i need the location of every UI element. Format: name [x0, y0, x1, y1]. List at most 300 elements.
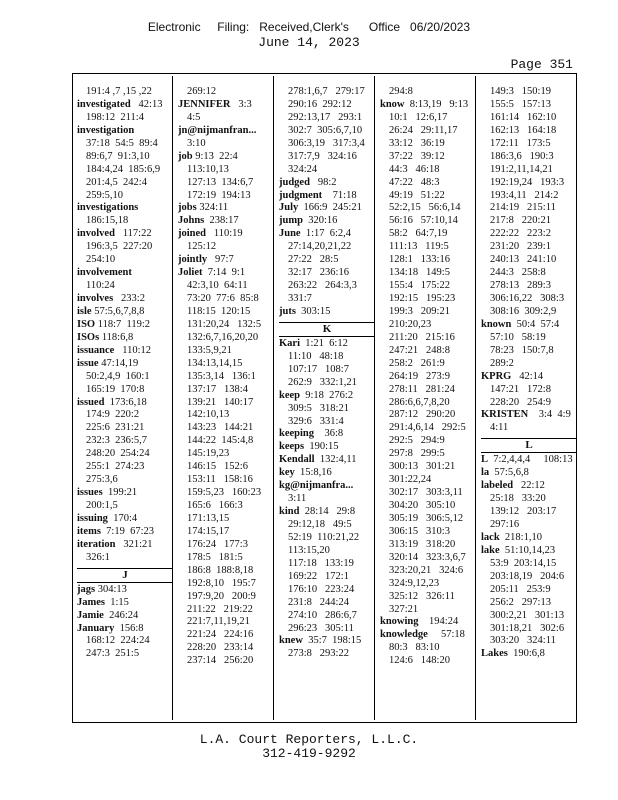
page-line-refs: 306:15 310:3: [389, 525, 450, 537]
page-line-refs: 200:1,5: [86, 500, 118, 511]
index-term: knew: [279, 635, 303, 647]
index-entry: [380, 616, 476, 629]
page-line-refs: 117:22: [114, 228, 152, 240]
page-line-refs: 155:4 175:22: [389, 280, 450, 292]
page-line-refs: 331:7: [288, 293, 312, 304]
index-entry: [279, 306, 375, 319]
index-continuation: [77, 435, 173, 448]
page-number: Page 351: [510, 57, 573, 72]
index-term: keeps: [279, 441, 305, 453]
page-line-refs: 306:3,19 317:3,4: [288, 137, 365, 149]
page-line-refs: 134:18 149:5: [389, 267, 450, 279]
index-term: issue: [77, 357, 99, 369]
index-continuation: [380, 422, 476, 435]
index-entry: [77, 306, 173, 319]
page-line-refs: 133:5,9,21: [187, 344, 232, 356]
page-line-refs: 259:5,10: [86, 189, 124, 201]
document-date: June 14, 2023: [258, 35, 360, 50]
page-line-refs: 186:15,18: [86, 215, 129, 227]
index-continuation: [178, 539, 274, 552]
page-line-refs: 58:2 64:7,19: [389, 228, 448, 240]
page-line-refs: 313:19 318:20: [389, 538, 456, 550]
index-term: lake: [481, 544, 500, 556]
index-entry: [77, 584, 173, 597]
index-continuation: [481, 635, 577, 648]
index-continuation: [481, 610, 577, 623]
index-continuation: [279, 519, 375, 532]
index-term: KRISTEN: [481, 409, 529, 421]
page-line-refs: 176:10 223:24: [288, 583, 355, 595]
page-line-refs: 225:6 231:21: [86, 422, 145, 434]
index-continuation: [481, 280, 577, 293]
index-entry: [77, 610, 173, 623]
page-line-refs: 80:3 83:10: [389, 642, 440, 654]
index-continuation: [178, 345, 274, 358]
page-line-refs: 50:4 57:4: [511, 318, 560, 330]
index-frame: [72, 73, 577, 723]
index-continuation: [380, 384, 476, 397]
index-continuation: [481, 332, 577, 345]
page-line-refs: 324:24: [288, 163, 318, 175]
page-line-refs: 52:19 110:21,22: [288, 531, 360, 543]
page-line-refs: 247:21 248:8: [389, 344, 450, 356]
page-line-refs: 124:6 148:20: [389, 655, 450, 667]
index-continuation: [178, 306, 274, 319]
page-line-refs: 292:13,17 293:1: [288, 111, 363, 123]
index-continuation: [279, 571, 375, 584]
page-line-refs: 263:22 264:3,3: [288, 280, 357, 292]
index-continuation: [380, 655, 476, 668]
index-continuation: [481, 125, 577, 138]
page-line-refs: 297:16: [490, 519, 520, 530]
page-line-refs: 211:20 215:16: [389, 331, 455, 343]
page-line-refs: 71:18: [322, 189, 357, 201]
index-continuation: [178, 474, 274, 487]
page-line-refs: 3:11: [288, 493, 307, 505]
index-entry: [279, 338, 375, 351]
page-line-refs: 269:12: [187, 86, 217, 97]
page-line-refs: 162:13 164:18: [490, 124, 557, 136]
index-entry: [77, 623, 173, 636]
index-term: jn@nijmanfran...: [178, 124, 257, 136]
index-term: knowledge: [380, 629, 428, 641]
page-line-refs: 302:7 305:6,7,10: [288, 124, 363, 136]
page-line-refs: 237:14 256:20: [187, 655, 254, 667]
letter-heading: L: [481, 438, 577, 453]
index-continuation: [178, 190, 274, 203]
index-term: Johns: [178, 215, 205, 227]
index-term: issuing: [77, 512, 108, 524]
page-line-refs: 165:6 166:3: [187, 500, 243, 511]
page-line-refs: 171:13,15: [187, 512, 230, 524]
index-entry: [178, 228, 274, 241]
index-continuation: [481, 493, 577, 506]
index-continuation: [279, 584, 375, 597]
index-term: judgment: [279, 189, 323, 201]
page-line-refs: 231:20 239:1: [490, 241, 551, 253]
index-continuation: [279, 403, 375, 416]
page-line-refs: 10:1 12:6,17: [389, 111, 448, 123]
index-continuation: [77, 474, 173, 487]
index-continuation: [380, 435, 476, 448]
index-entry: [178, 202, 274, 215]
page-line-refs: 132:4,11: [314, 454, 357, 466]
index-continuation: [380, 241, 476, 254]
index-entry: [481, 467, 577, 480]
index-continuation: [279, 623, 375, 636]
index-continuation: [279, 293, 375, 306]
page-line-refs: 113:10,13: [187, 163, 229, 175]
page-line-refs: 317:7,9 324:16: [288, 150, 357, 162]
index-continuation: [380, 177, 476, 190]
index-continuation: [380, 190, 476, 203]
index-continuation: [279, 558, 375, 571]
index-continuation: [481, 164, 577, 177]
page-line-refs: 28:14 29:8: [299, 506, 356, 518]
page-line-refs: 156:8: [114, 622, 144, 634]
page-line-refs: 306:16,22 308:3: [490, 293, 565, 304]
page-line-refs: 132:6,7,16,20,20: [187, 331, 259, 343]
index-term: judged: [279, 176, 310, 188]
page-line-refs: 320:16: [302, 215, 338, 227]
index-continuation: [380, 319, 476, 332]
index-entry: [178, 267, 274, 280]
index-continuation: [77, 151, 173, 164]
index-continuation: [380, 578, 476, 591]
index-entry: [77, 125, 173, 138]
index-continuation: [380, 215, 476, 228]
page-line-refs: 297:8 299:5: [389, 448, 445, 460]
page-line-refs: 57:18: [427, 629, 465, 641]
page-line-refs: 290:16 292:12: [288, 98, 352, 110]
footer: [0, 733, 618, 761]
page-line-refs: 325:12 326:11: [389, 590, 455, 602]
index-column-5: [481, 86, 577, 720]
index-continuation: [380, 112, 476, 125]
index-continuation: [380, 591, 476, 604]
index-continuation: [178, 319, 274, 332]
page-line-refs: 203:18,19 204:6: [490, 570, 565, 582]
page-line-refs: 42:13: [130, 98, 163, 110]
page-line-refs: 309:5 318:21: [288, 402, 349, 414]
page-line-refs: 117:18 133:19: [288, 557, 354, 569]
index-term: knowing: [380, 616, 419, 628]
index-entry: [178, 215, 274, 228]
page-line-refs: 178:5 181:5: [187, 551, 243, 563]
index-entry: [279, 177, 375, 190]
page-line-refs: 97:7: [207, 254, 234, 266]
page-line-refs: 238:17: [204, 215, 239, 227]
index-continuation: [279, 493, 375, 506]
index-continuation: [380, 500, 476, 513]
index-continuation: [380, 513, 476, 526]
index-continuation: [481, 397, 577, 410]
page-line-refs: 275:3,6: [86, 474, 118, 486]
reporter-phone: 312-419-9292: [262, 746, 356, 761]
page-line-refs: 98:2: [309, 176, 337, 188]
index-continuation: [178, 332, 274, 345]
page-line-refs: 289:2: [490, 357, 514, 369]
index-continuation: [481, 177, 577, 190]
index-term: involvement: [77, 267, 132, 279]
index-continuation: [178, 293, 274, 306]
index-continuation: [279, 610, 375, 623]
index-entry: [279, 635, 375, 648]
index-continuation: [279, 377, 375, 390]
index-continuation: [178, 371, 274, 384]
index-term: lack: [481, 531, 500, 543]
page-line-refs: 256:2 297:13: [490, 596, 551, 608]
index-term: James: [77, 596, 105, 608]
index-continuation: [481, 112, 577, 125]
index-term: jointly: [178, 254, 208, 266]
page-line-refs: 262:9 332:1,21: [288, 376, 357, 388]
page-line-refs: 128:1 133:16: [389, 254, 450, 266]
page-line-refs: 4:5: [187, 111, 201, 123]
index-continuation: [178, 591, 274, 604]
index-continuation: [481, 358, 577, 371]
page-line-refs: 184:4,24 185:6,9: [86, 163, 161, 175]
page-line-refs: 199:3 209:21: [389, 305, 450, 317]
letter-heading: K: [279, 322, 375, 337]
page-line-refs: 110:24: [86, 280, 115, 292]
page-line-refs: 155:5 157:13: [490, 98, 551, 110]
page-line-refs: 149:3 150:19: [490, 86, 551, 97]
page-line-refs: 143:23 144:21: [187, 422, 254, 434]
page-line-refs: 173:6,18: [104, 396, 147, 408]
index-term: items: [77, 525, 101, 537]
page-line-refs: 52:2,15 56:6,14: [389, 202, 461, 214]
index-entry: [77, 319, 173, 332]
page-line-refs: 47:22 48:3: [389, 176, 440, 188]
page-line-refs: 304:13: [95, 583, 127, 595]
letter-heading: J: [77, 568, 173, 583]
page-line-refs: 127:13 134:6,7: [187, 176, 254, 188]
index-continuation: [178, 435, 274, 448]
index-entry: [279, 480, 375, 493]
page-line-refs: 51:10,14,23: [499, 544, 556, 556]
page-line-refs: 172:11 173:5: [490, 137, 551, 149]
page-line-refs: 321:21: [115, 538, 153, 550]
page-line-refs: 89:6,7 91:3,10: [86, 150, 150, 162]
page-line-refs: 300:13 301:21: [389, 461, 456, 473]
index-continuation: [77, 448, 173, 461]
page-line-refs: 7:14 9:1: [202, 267, 246, 279]
page-line-refs: 50:2,4,9 160:1: [86, 370, 150, 382]
page-line-refs: 32:17 236:16: [288, 267, 349, 279]
page-line-refs: 233:2: [113, 293, 145, 304]
index-term: known: [481, 318, 512, 330]
index-continuation: [178, 552, 274, 565]
index-continuation: [380, 306, 476, 319]
page-line-refs: 301:18,21 302:6: [490, 622, 565, 634]
page-line-refs: 27:22 28:5: [288, 254, 339, 266]
page-line-refs: 144:22 145:4,8: [187, 435, 254, 447]
page-line-refs: 320:14 323:3,6,7: [389, 551, 466, 563]
index-continuation: [380, 461, 476, 474]
page-line-refs: 194:24: [418, 616, 459, 628]
page-line-refs: 118:15 120:15: [187, 305, 251, 317]
index-continuation: [77, 112, 173, 125]
reporter-company: L.A. Court Reporters, L.L.C.: [199, 732, 419, 747]
page-line-refs: 291:4,6,14 292:5: [389, 422, 466, 434]
index-term: KPRG: [481, 370, 512, 382]
page-line-refs: 196:3,5 227:20: [86, 241, 153, 253]
index-entry: [77, 487, 173, 500]
page-line-refs: 172:19 194:13: [187, 189, 251, 201]
index-term: Kari: [279, 337, 300, 349]
page-line-refs: 329:6 331:4: [288, 415, 344, 427]
page-line-refs: 27:14,20,21,22: [288, 241, 352, 253]
page-line-refs: 190:15: [304, 441, 339, 453]
page-line-refs: 186:3,6 190:3: [490, 150, 554, 162]
page-line-refs: 217:8 220:21: [490, 215, 551, 227]
index-entry: [77, 397, 173, 410]
page-line-refs: 49:19 51:22: [389, 189, 445, 201]
index-entry: [279, 190, 375, 203]
page-line-refs: 33:12 36:19: [389, 137, 445, 149]
index-term: issued: [77, 396, 105, 408]
page-line-refs: 286:6,6,7,8,20: [389, 396, 450, 408]
page-line-refs: 300:2,21 301:13: [490, 609, 565, 621]
index-continuation: [481, 519, 577, 532]
page-line-refs: 57:10 58:19: [490, 331, 546, 343]
index-term: involved: [77, 228, 115, 240]
page-line-refs: 11:10 48:18: [288, 350, 344, 362]
page-line-refs: 42:3,10 64:11: [187, 280, 248, 292]
index-continuation: [380, 371, 476, 384]
page-line-refs: 142:10,13: [187, 409, 230, 421]
page-line-refs: 37:22 39:12: [389, 150, 445, 162]
index-continuation: [77, 86, 173, 99]
page-line-refs: 26:24 29:11,17: [389, 124, 458, 136]
index-continuation: [77, 280, 173, 293]
index-continuation: [279, 99, 375, 112]
page-line-refs: 324:9,12,23: [389, 577, 440, 589]
page-line-refs: 118:7 119:2: [95, 318, 151, 330]
index-column-2: [178, 86, 274, 720]
index-continuation: [77, 500, 173, 513]
index-term: ISOs: [77, 331, 100, 343]
index-continuation: [380, 539, 476, 552]
index-continuation: [481, 138, 577, 151]
index-continuation: [77, 254, 173, 267]
index-continuation: [481, 99, 577, 112]
page-line-refs: 326:1: [86, 551, 110, 563]
index-continuation: [380, 358, 476, 371]
index-term: Jamie: [77, 609, 104, 621]
index-continuation: [380, 642, 476, 655]
index-continuation: [481, 86, 577, 99]
index-continuation: [279, 125, 375, 138]
page-line-refs: 197:9,20 200:9: [187, 590, 256, 602]
page-line-refs: 36:8: [314, 428, 344, 440]
page-line-refs: 169:22 172:1: [288, 570, 349, 582]
index-entry: [77, 202, 173, 215]
index-continuation: [279, 597, 375, 610]
index-continuation: [380, 164, 476, 177]
page-line-refs: 218:1,10: [499, 531, 542, 543]
index-continuation: [178, 578, 274, 591]
index-continuation: [481, 571, 577, 584]
page-line-refs: 211:22 219:22: [187, 603, 253, 615]
page-line-refs: 292:5 294:9: [389, 435, 445, 447]
index-continuation: [178, 164, 274, 177]
page-line-refs: 199:21: [102, 487, 138, 499]
index-term: jobs: [178, 202, 197, 214]
index-column-4: [380, 86, 476, 720]
index-continuation: [481, 293, 577, 306]
index-entry: [481, 532, 577, 545]
page-line-refs: 186:8 188:8,18: [187, 564, 254, 576]
page-line-refs: 166:9 245:21: [298, 202, 362, 214]
index-term: L: [481, 454, 489, 466]
index-continuation: [279, 351, 375, 364]
page-line-refs: 264:19 273:9: [389, 370, 450, 382]
page-line-refs: 134:13,14,15: [187, 357, 243, 369]
index-continuation: [77, 164, 173, 177]
index-continuation: [380, 138, 476, 151]
index-continuation: [380, 332, 476, 345]
page-line-refs: 8:13,19 9:13: [404, 98, 469, 110]
index-continuation: [77, 190, 173, 203]
index-continuation: [481, 241, 577, 254]
index-entry: [279, 390, 375, 403]
index-continuation: [178, 112, 274, 125]
page-line-refs: 258:2 261:9: [389, 357, 445, 369]
index-continuation: [178, 604, 274, 617]
index-entry: [279, 441, 375, 454]
page-line-refs: 278:13 289:3: [490, 280, 551, 292]
page-line-refs: 110:12: [114, 344, 151, 356]
page-line-refs: 125:12: [187, 241, 217, 253]
index-continuation: [380, 267, 476, 280]
index-entry: [77, 293, 173, 306]
page-line-refs: 278:11 281:24: [389, 383, 455, 395]
page-line-refs: 113:15,20: [288, 544, 330, 556]
page-line-refs: 111:13 119:5: [389, 241, 449, 253]
index-continuation: [77, 215, 173, 228]
page-line-refs: 37:18 54:5 89:4: [86, 137, 158, 149]
index-continuation: [481, 422, 577, 435]
page-line-refs: 304:20 305:10: [389, 500, 456, 511]
index-continuation: [481, 151, 577, 164]
index-continuation: [279, 416, 375, 429]
index-continuation: [481, 384, 577, 397]
index-entry: [481, 409, 577, 422]
page-line-refs: 198:12 211:4: [86, 111, 144, 123]
page-line-refs: 324:11: [196, 202, 229, 214]
page-line-refs: 1:17 6:2,4: [300, 228, 352, 240]
index-continuation: [178, 409, 274, 422]
index-entry: [279, 506, 375, 519]
index-continuation: [279, 364, 375, 377]
index-column-3: [279, 86, 375, 720]
index-entry: [279, 228, 375, 241]
page-line-refs: 287:12 290:20: [389, 409, 456, 421]
index-term: keeping: [279, 428, 315, 440]
index-continuation: [178, 513, 274, 526]
index-entry: [279, 428, 375, 441]
page-line-refs: 139:12 203:17: [490, 506, 557, 518]
index-continuation: [380, 604, 476, 617]
index-continuation: [178, 397, 274, 410]
page-line-refs: 191:4 ,7 ,15 ,22: [86, 86, 152, 97]
page-line-refs: 146:15 152:6: [187, 461, 248, 473]
page-line-refs: 57:5,6,8: [489, 467, 529, 479]
index-continuation: [481, 506, 577, 519]
index-entry: [178, 151, 274, 164]
